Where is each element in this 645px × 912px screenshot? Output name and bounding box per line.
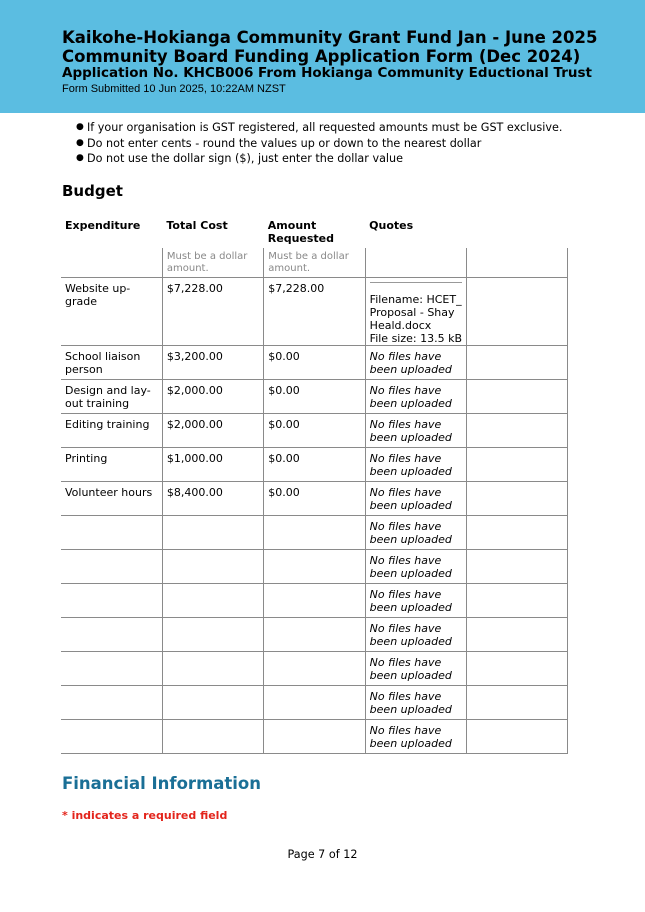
- total-cost-cell: [162, 720, 263, 754]
- amount-requested-cell: [264, 720, 365, 754]
- bullet-icon: ●: [76, 153, 84, 163]
- instruction-item: ● If your organisation is GST registered, all requested amounts must be GST exclusive.: [76, 121, 563, 134]
- expenditure-cell: [61, 720, 162, 754]
- expenditure-cell: School liaison person: [61, 346, 162, 380]
- uploaded-file-info: [370, 282, 462, 345]
- expenditure-cell: [61, 584, 162, 618]
- budget-row: [61, 380, 568, 414]
- extra-cell: [467, 550, 568, 584]
- budget-row: [61, 686, 568, 720]
- quotes-cell: [365, 414, 466, 448]
- extra-cell: [467, 414, 568, 448]
- total-cost-cell: $7,228.00: [162, 278, 263, 346]
- no-files-message: No files have been uploaded: [369, 554, 452, 580]
- instruction-list: [76, 120, 562, 167]
- required-field-note: * indicates a required field: [62, 809, 228, 822]
- budget-row: [61, 278, 568, 346]
- total-cost-cell: $2,000.00: [162, 414, 263, 448]
- no-files-message: No files have been uploaded: [369, 486, 452, 512]
- page-number: Page 7 of 12: [287, 848, 358, 861]
- budget-row: [61, 584, 568, 618]
- header-title-line1: Kaikohe-Hokianga Community Grant Fund Jan - June 2025: [62, 28, 598, 47]
- application-number: Application No. KHCB006 From Hokianga Community Eductional Trust: [62, 65, 592, 81]
- amount-requested-cell: [264, 618, 365, 652]
- total-cost-cell: [162, 652, 263, 686]
- extra-hint-empty: [467, 248, 568, 278]
- no-files-message: No files have been uploaded: [369, 452, 452, 478]
- quotes-cell: [365, 618, 466, 652]
- quotes-cell: [365, 516, 466, 550]
- budget-header-row: [61, 214, 568, 248]
- no-files-message: No files have been uploaded: [369, 588, 452, 614]
- quotes-hint-empty: [365, 248, 466, 278]
- amount-requested-cell: $0.00: [264, 346, 365, 380]
- amount-requested-cell: $7,228.00: [264, 278, 365, 346]
- quotes-cell: [365, 482, 466, 516]
- instruction-item: ● Do not use the dollar sign ($), just enter the dollar value: [76, 152, 404, 165]
- amount-requested-cell: $0.00: [264, 448, 365, 482]
- extra-cell: [467, 686, 568, 720]
- budget-heading: Budget: [62, 182, 123, 200]
- expenditure-cell: [61, 652, 162, 686]
- extra-cell: [467, 278, 568, 346]
- uploaded-file-name[interactable]: Filename: HCET_ Proposal - Shay Heald.docx: [369, 293, 462, 332]
- column-header-extra: [467, 214, 568, 248]
- amount-requested-cell: [264, 516, 365, 550]
- extra-cell: [467, 516, 568, 550]
- expenditure-cell: Volunteer hours: [61, 482, 162, 516]
- total-cost-cell: $8,400.00: [162, 482, 263, 516]
- no-files-message: No files have been uploaded: [369, 656, 452, 682]
- column-header-amount-requested: Amount Requested: [267, 219, 335, 245]
- extra-cell: [467, 482, 568, 516]
- budget-row: [61, 720, 568, 754]
- extra-cell: [467, 652, 568, 686]
- budget-row: [61, 516, 568, 550]
- total-cost-cell: [162, 584, 263, 618]
- extra-cell: [467, 448, 568, 482]
- submission-timestamp: Form Submitted 10 Jun 2025, 10:22AM NZST: [62, 83, 286, 95]
- budget-row: [61, 448, 568, 482]
- total-cost-cell: [162, 516, 263, 550]
- no-files-message: No files have been uploaded: [369, 384, 452, 410]
- expenditure-cell: [61, 618, 162, 652]
- bullet-icon: ●: [76, 122, 84, 132]
- quotes-cell: [365, 652, 466, 686]
- budget-row: [61, 482, 568, 516]
- no-files-message: No files have been uploaded: [369, 724, 452, 750]
- budget-row: [61, 618, 568, 652]
- amount-requested-hint: Must be a dollar amount.: [264, 248, 365, 278]
- total-cost-cell: [162, 618, 263, 652]
- no-files-message: No files have been uploaded: [369, 520, 452, 546]
- amount-requested-cell: $0.00: [264, 380, 365, 414]
- uploaded-file-size: File size: 13.5 kB: [369, 332, 463, 345]
- quotes-cell: [365, 278, 466, 346]
- hint-row: [61, 248, 568, 278]
- budget-row: [61, 652, 568, 686]
- total-cost-cell: [162, 686, 263, 720]
- budget-row: [61, 346, 568, 380]
- budget-row: [61, 550, 568, 584]
- budget-table: [61, 214, 568, 754]
- financial-information-heading: Financial Information: [62, 774, 262, 793]
- expenditure-cell: Printing: [61, 448, 162, 482]
- hint-cell-empty: [61, 248, 162, 278]
- expenditure-cell: [61, 516, 162, 550]
- expenditure-cell: Editing training: [61, 414, 162, 448]
- total-cost-cell: [162, 550, 263, 584]
- budget-row: [61, 414, 568, 448]
- amount-requested-cell: $0.00: [264, 414, 365, 448]
- expenditure-cell: [61, 686, 162, 720]
- amount-requested-cell: [264, 584, 365, 618]
- total-cost-cell: $2,000.00: [162, 380, 263, 414]
- quotes-cell: [365, 346, 466, 380]
- expenditure-cell: [61, 550, 162, 584]
- no-files-message: No files have been uploaded: [369, 418, 452, 444]
- quotes-cell: [365, 380, 466, 414]
- amount-requested-cell: [264, 652, 365, 686]
- instruction-item: ● Do not enter cents - round the values up or down to the nearest dollar: [76, 136, 482, 150]
- total-cost-hint: Must be a dollar amount.: [162, 248, 263, 278]
- total-cost-cell: $3,200.00: [162, 346, 263, 380]
- extra-cell: [467, 618, 568, 652]
- form-header: [0, 0, 645, 113]
- quotes-cell: [365, 550, 466, 584]
- header-title-line2: Community Board Funding Application Form (Dec 2024): [62, 47, 581, 66]
- no-files-message: No files have been uploaded: [369, 622, 452, 648]
- column-header-total-cost: Total Cost: [166, 219, 228, 232]
- extra-cell: [467, 720, 568, 754]
- quotes-cell: [365, 448, 466, 482]
- amount-requested-cell: [264, 686, 365, 720]
- expenditure-cell: Website up-grade: [61, 278, 162, 346]
- expenditure-cell: Design and lay-out training: [61, 380, 162, 414]
- no-files-message: No files have been uploaded: [369, 690, 452, 716]
- bullet-icon: ●: [76, 137, 84, 148]
- total-cost-cell: $1,000.00: [162, 448, 263, 482]
- amount-requested-cell: [264, 550, 365, 584]
- quotes-cell: [365, 720, 466, 754]
- column-header-expenditure: Expenditure: [65, 219, 141, 232]
- extra-cell: [467, 346, 568, 380]
- quotes-cell: [365, 686, 466, 720]
- column-header-quotes: Quotes: [369, 219, 414, 232]
- extra-cell: [467, 380, 568, 414]
- extra-cell: [467, 584, 568, 618]
- no-files-message: No files have been uploaded: [369, 350, 452, 376]
- amount-requested-cell: $0.00: [264, 482, 365, 516]
- quotes-cell: [365, 584, 466, 618]
